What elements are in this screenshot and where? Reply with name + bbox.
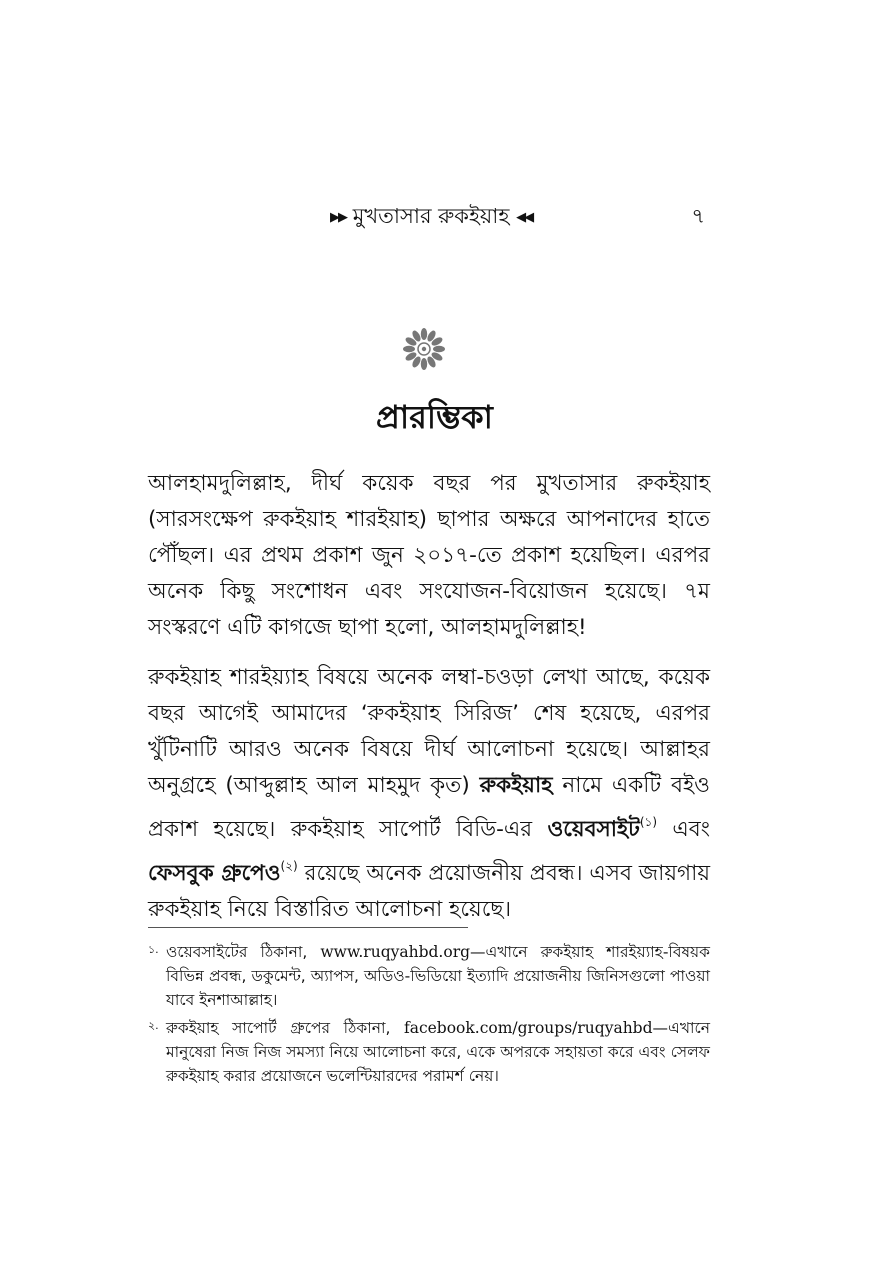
footnote-divider [148, 927, 468, 928]
flower-ornament-icon [402, 327, 446, 371]
double-triangle-right-icon: ▶▶ [330, 210, 346, 225]
paragraph-2 [148, 660, 710, 928]
bold-book-name: রুকইয়াহ [479, 773, 553, 798]
footnote-ref-2: (২) [280, 859, 298, 873]
bold-website: ওয়েবসাইট [547, 817, 640, 842]
chapter-title: প্রারম্ভিকা [376, 398, 493, 436]
footnote-1 [148, 940, 710, 1012]
footnote-1-text-a: ওয়েবসাইটের ঠিকানা, [166, 943, 308, 961]
footnote-2-number: ২. [148, 1019, 159, 1032]
paragraph-2-text-c: এবং [672, 817, 710, 842]
paragraph-2-text-d: রয়েছে অনেক প্রয়োজনীয় প্রবন্ধ। এসব জায়গায় রুকইয়াহ নিয়ে বিস্তারিত আলোচনা হয়েছে। [148, 861, 710, 922]
bold-facebook-group: ফেসবুক গ্রুপেও [148, 861, 281, 886]
running-header-title-group [330, 200, 532, 235]
footnote-2-url: facebook.com/groups/ruqyahbd [403, 1019, 653, 1037]
paragraph-2-text-a: রুকইয়াহ শারইয়্যাহ বিষয়ে অনেক লম্বা-চওড়া লেখা আছে, কয়েক বছর আগেই আমাদের ‘রুকইয়াহ সিরিজ’ শেষ হয়েছে, এরপর খুঁটিনাটি আরও অনেক বিষয়ে দীর্ঘ আলোচনা হয়েছে। আল্লাহর অনুগ্রহে (আব্দুল্লাহ আল মাহমুদ কৃত) [148, 665, 710, 798]
footnote-2 [148, 1016, 710, 1088]
paragraph-2-text-b: নামে একটি বইও প্রকাশ হয়েছে। রুকইয়াহ সাপোর্ট বিডি-এর [148, 773, 710, 842]
footnotes [148, 940, 710, 1092]
page-number: ৭ [691, 204, 705, 228]
running-header-title: মুখতাসার রুকইয়াহ [352, 204, 510, 228]
footnote-2-text-b: —এখানে মানুষেরা নিজ নিজ সমস্যা নিয়ে আলোচনা করে, একে অপরকে সহায়তা করে এবং সেলফ রুকইয়াহ করার প্রয়োজনে ভলেন্টিয়ারদের পরামর্শ নেয়। [166, 1019, 710, 1085]
running-header [150, 200, 705, 232]
paragraph-1: আলহামদুলিল্লাহ, দীর্ঘ কয়েক বছর পর মুখতাসার রুকইয়াহ (সারসংক্ষেপ রুকইয়াহ শারইয়াহ) ছাপার অক্ষরে আপনাদের হাতে পৌঁছল। এর প্রথম প্রকাশ জুন ২০১৭-তে প্রকাশ হয়েছিল। এরপর অনেক কিছু সংশোধন এবং সংযোজন-বিয়োজন হয়েছে। ৭ম সংস্করণে এটি কাগজে ছাপা হলো, আলহামদুলিল্লাহ! [148, 471, 710, 640]
footnote-1-number: ১. [148, 943, 159, 956]
footnote-2-text-a: রুকইয়াহ সাপোর্ট গ্রুপের ঠিকানা, [166, 1019, 391, 1037]
footnote-1-url: www.ruqyahbd.org [320, 943, 471, 961]
footnote-1-text-b: —এখানে রুকইয়াহ শারইয়্যাহ-বিষয়ক বিভিন্ন প্রবন্ধ, ডকুমেন্ট, অ্যাপস, অডিও-ভিডিয়ো ইত্যাদি প্রয়োজনীয় জিনিসগুলো পাওয়া যাবে ইনশাআল্লাহ। [166, 943, 710, 1009]
footnote-ref-1: (১) [639, 815, 658, 829]
double-triangle-left-icon: ◀◀ [516, 210, 533, 225]
